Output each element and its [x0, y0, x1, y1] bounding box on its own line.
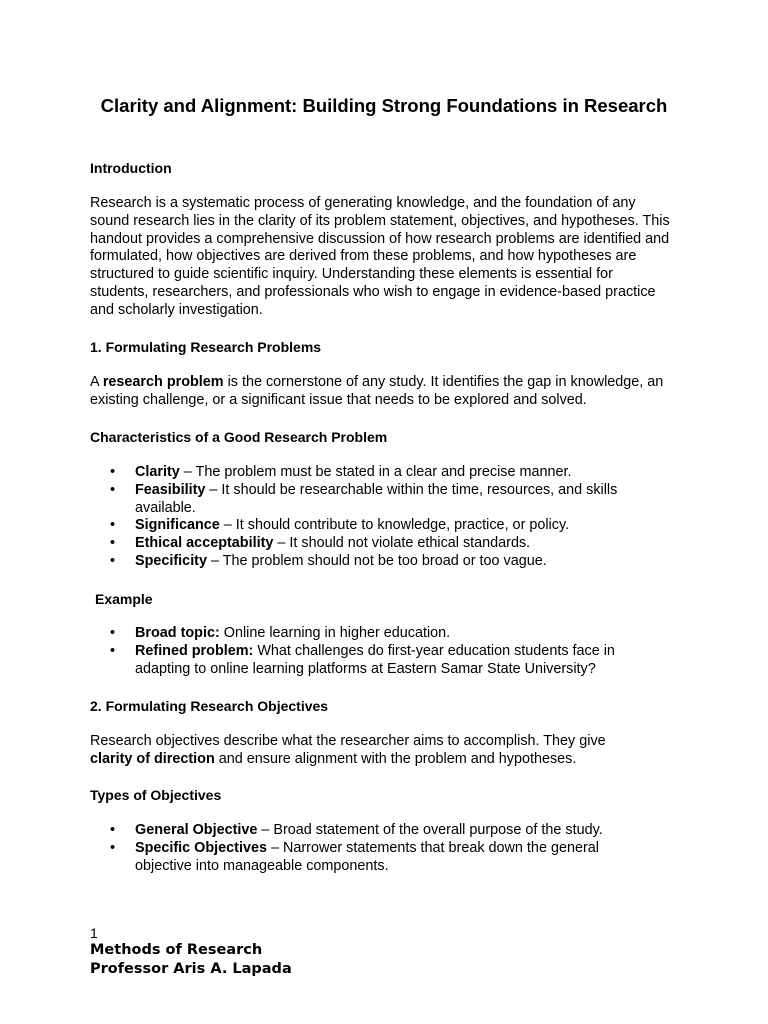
list-item	[90, 464, 650, 482]
section1-para-bold: research problem	[102, 374, 224, 390]
document-title: Clarity and Alignment: Building Strong Foundations in Research	[100, 95, 668, 116]
page-number: 1	[90, 925, 98, 941]
list-item	[90, 643, 650, 679]
list-item-desc: – The problem must be stated in a clear and precise manner.	[179, 464, 572, 480]
list-item	[90, 822, 650, 840]
types-list	[90, 822, 650, 875]
list-item	[90, 840, 650, 876]
types-heading: Types of Objectives	[90, 787, 222, 803]
list-item-desc: – It should be researchable within the time, resources, and skills available.	[135, 481, 618, 516]
list-item-term: Broad topic:	[135, 625, 220, 641]
intro-heading: Introduction	[90, 160, 172, 176]
list-item-term: Feasibility	[135, 481, 206, 498]
characteristics-list	[90, 464, 650, 571]
section2-para-bold: clarity of direction	[90, 750, 215, 767]
list-item-term: Specific Objectives	[135, 839, 267, 856]
list-item-desc: – Narrower statements that break down the general objective into manageable components.	[135, 839, 599, 874]
section1-paragraph	[90, 374, 680, 410]
list-item-term: Refined problem:	[135, 642, 254, 659]
list-item-desc: What challenges do first-year education students face in adapting to online learning platforms at Eastern Samar State University?	[135, 642, 615, 677]
list-item	[90, 553, 650, 571]
list-item-term: General Objective	[135, 822, 258, 838]
list-item-term: Clarity	[135, 464, 180, 480]
example-list	[90, 625, 650, 678]
section1-para-pre: A	[90, 374, 103, 390]
section2-heading: 2. Formulating Research Objectives	[90, 698, 329, 714]
list-item	[90, 625, 650, 643]
section2-paragraph	[90, 733, 645, 769]
list-item-desc: – It should contribute to knowledge, practice, or policy.	[219, 517, 570, 534]
list-item-term: Significance	[135, 517, 220, 534]
list-item-term: Ethical acceptability	[135, 535, 274, 552]
section2-para-post: and ensure alignment with the problem and hypotheses.	[214, 750, 577, 767]
section1-para-post: is the cornerstone of any study. It identifies the gap in knowledge, an existing challenge, or a significant issue that needs to be explored and solved.	[90, 374, 664, 408]
footer-professor: Professor Aris A. Lapada	[90, 961, 292, 977]
list-item	[90, 517, 650, 535]
list-item	[90, 535, 650, 553]
list-item	[90, 482, 650, 518]
footer-course: Methods of Research	[90, 942, 263, 958]
section2-para-pre: Research objectives describe what the researcher aims to accomplish. They give	[90, 733, 606, 749]
list-item-desc: – It should not violate ethical standards.	[273, 535, 531, 552]
characteristics-heading: Characteristics of a Good Research Problem	[90, 429, 388, 445]
list-item-desc: – Broad statement of the overall purpose of the study.	[257, 822, 603, 838]
list-item-desc: – The problem should not be too broad or too vague.	[206, 552, 547, 569]
section1-heading: 1. Formulating Research Problems	[90, 339, 322, 355]
list-item-desc: Online learning in higher education.	[219, 625, 451, 641]
list-item-term: Specificity	[135, 552, 207, 569]
intro-paragraph: Research is a systematic process of generating knowledge, and the foundation of any sound research lies in the clarity of its problem statement, objectives, and hypotheses. This handout provides a comprehensive discussion of how research problems are identified and formulated, how objectives are derived from these problems, and how hypotheses are structured to guide scientific inquiry. Understanding these elements is essential for students, researchers, and professionals who wish to engage in evidence-based practice and scholarly investigation.	[90, 195, 670, 318]
example-heading: Example	[95, 591, 153, 607]
